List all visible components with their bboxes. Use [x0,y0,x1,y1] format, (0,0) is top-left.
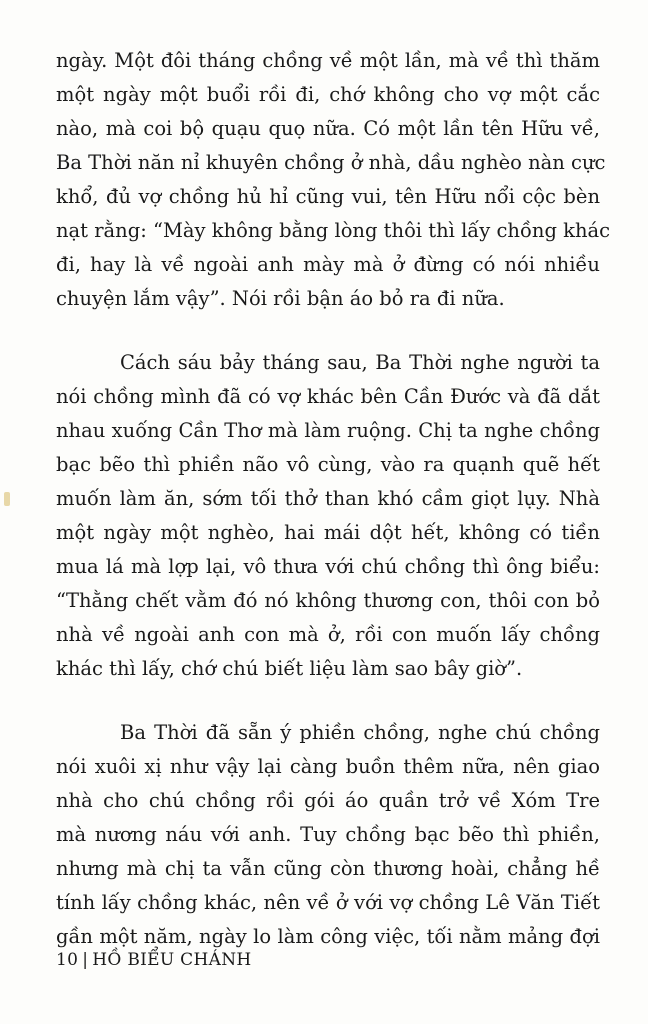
text-line: một ngày một nghèo, hai mái dột hết, không có tiền [56,521,600,544]
text-line: “Thằng chết vằm đó nó không thương con, thôi con bỏ [56,589,600,612]
paragraph-1 [56,44,611,316]
margin-mark [4,492,10,506]
text-line: nào, mà coi bộ quạu quọ nữa. Có một lần tên Hữu về, [56,117,600,140]
paragraph-spacer [56,686,600,716]
body-text [56,44,611,954]
text-line: mà nương náu với anh. Tuy chồng bạc bẽo thì phiền, [56,823,600,846]
text-line: một ngày một buổi rồi đi, chớ không cho vợ một cắc [56,83,600,106]
text-line: bạc bẽo thì phiền não vô cùng, vào ra quạnh quẽ hết [56,453,600,476]
text-line: nhà cho chú chồng rồi gói áo quần trở về Xóm Tre [56,789,600,812]
text-line: nạt rằng: “Mày không bằng lòng thôi thì lấy chồng khác [56,219,611,242]
text-line: nói chồng mình đã có vợ khác bên Cần Đước và đã dắt [56,385,600,408]
paragraph-2 [56,346,600,686]
text-line: chuyện lắm vậy”. Nói rồi bận áo bỏ ra đi nữa. [56,287,505,310]
text-line: khác thì lấy, chớ chú biết liệu làm sao bây giờ”. [56,657,523,680]
text-line: gần một năm, ngày lo làm công việc, tối nằm mảng đợi [56,925,600,948]
text-line: Cách sáu bảy tháng sau, Ba Thời nghe người ta [120,351,600,374]
text-line: khổ, đủ vợ chồng hủ hỉ cũng vui, tên Hữu nổi cộc bèn [56,185,600,208]
text-line: Ba Thời năn nỉ khuyên chồng ở nhà, dầu nghèo nàn cực [56,151,606,174]
text-line: ngày. Một đôi tháng chồng về một lần, mà về thì thăm [56,49,600,72]
text-line: Ba Thời đã sẵn ý phiền chồng, nghe chú chồng [120,721,600,744]
text-line: tính lấy chồng khác, nên về ở với vợ chồng Lê Văn Tiết [56,891,600,914]
text-line: nhà về ngoài anh con mà ở, rồi con muốn lấy chồng [56,623,600,646]
page-number: 10 [56,950,79,970]
text-line: đi, hay là về ngoài anh mày mà ở đừng có nói nhiều [56,253,600,276]
text-line: nhau xuống Cần Thơ mà làm ruộng. Chị ta nghe chồng [56,419,600,442]
paragraph-3 [56,716,600,954]
paragraph-spacer [56,316,600,346]
footer-separator: | [82,950,89,970]
running-head: HỒ BIỂU CHÁNH [92,950,252,970]
text-line: nói xuôi xị như vậy lại càng buồn thêm nữa, nên giao [56,755,600,778]
page-footer [56,950,252,970]
text-line: mua lá mà lợp lại, vô thưa với chú chồng thì ông biểu: [56,555,600,578]
text-line: nhưng mà chị ta vẫn cũng còn thương hoài, chẳng hề [56,857,600,880]
text-line: muốn làm ăn, sớm tối thở than khó cầm giọt lụy. Nhà [56,487,600,510]
